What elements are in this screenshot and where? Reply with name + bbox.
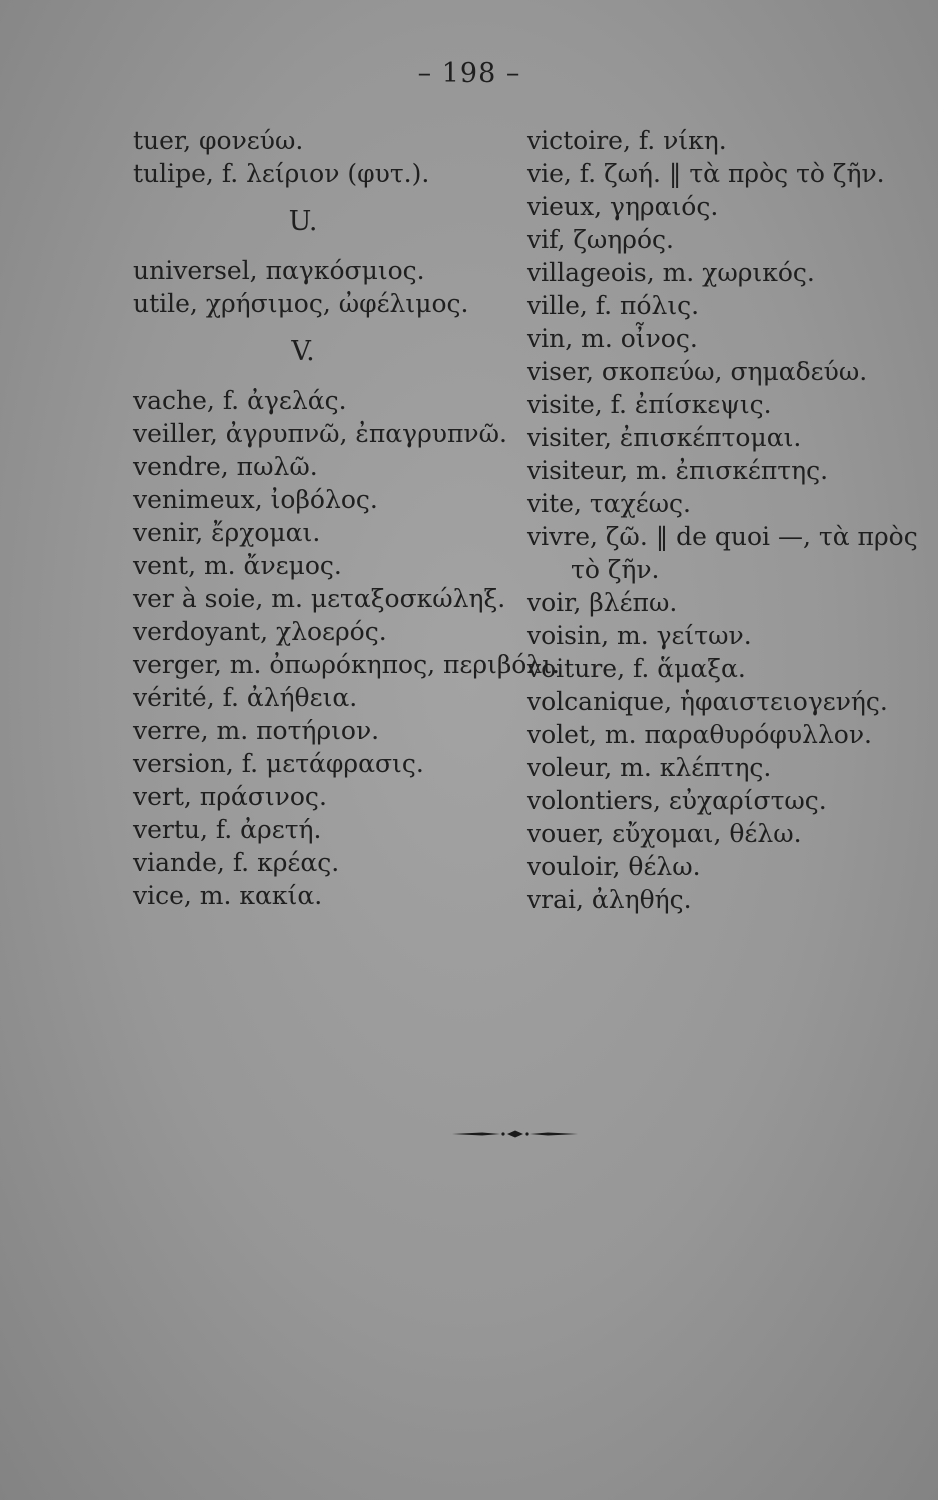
dictionary-entry: victoire, f. νίκη. [527, 126, 727, 155]
dictionary-entry: venimeux, ἰοβόλος. [133, 485, 378, 514]
dictionary-entry: visiter, ἐπισκέπτομαι. [527, 423, 802, 452]
dictionary-entry: volontiers, εὐχαρίστως. [527, 786, 827, 815]
right-column [527, 124, 927, 916]
dictionary-entry: vivre, ζῶ. ‖ de quoi —, τὰ πρὸς [527, 522, 918, 551]
dictionary-entry: voir, βλέπω. [527, 588, 678, 617]
dictionary-entry: vite, ταχέως. [527, 489, 692, 518]
dictionary-entry: vérité, f. ἀλήθεια. [133, 683, 358, 712]
dictionary-entry: vin, m. οἶνος. [527, 324, 698, 353]
dictionary-entry: vent, m. ἄνεμος. [133, 551, 342, 580]
dictionary-entry: voisin, m. γείτων. [527, 621, 752, 650]
dictionary-entry: utile, χρήσιμος, ὠφέλιμος. [133, 289, 469, 318]
dictionary-entry: vert, πράσινος. [133, 782, 327, 811]
dictionary-entry: visite, f. ἐπίσκεψις. [527, 390, 772, 419]
dictionary-entry: visiteur, m. ἐπισκέπτης. [527, 456, 829, 485]
dictionary-entry: vie, f. ζωή. ‖ τὰ πρὸς τὸ ζῆν. [527, 159, 885, 188]
dictionary-entry: verre, m. ποτήριον. [133, 716, 380, 745]
dictionary-entry: vice, m. κακία. [133, 881, 323, 910]
dictionary-entry: vieux, γηραιός. [527, 192, 719, 221]
dictionary-entry: ville, f. πόλις. [527, 291, 700, 320]
dictionary-entry: viande, f. κρέας. [133, 848, 340, 877]
dictionary-entry: tuer, φονεύω. [133, 126, 304, 155]
left-column [133, 124, 560, 912]
dictionary-entry: volcanique, ἡφαιστειογενής. [527, 687, 888, 716]
dictionary-entry: tulipe, f. λείριον (φυτ.). [133, 159, 430, 188]
dictionary-entry: venir, ἔρχομαι. [133, 518, 321, 547]
dictionary-entry-continuation: τὸ ζῆν. [571, 555, 660, 584]
dictionary-entry: viser, σκοπεύω, σημαδεύω. [527, 357, 868, 386]
dictionary-entry: vertu, f. ἀρετή. [133, 815, 322, 844]
dictionary-entry: vouer, εὔχομαι, θέλω. [527, 819, 802, 848]
dictionary-entry: version, f. μετάφρασις. [133, 749, 424, 778]
dictionary-entry: ver à soie, m. μεταξοσκώληξ. [133, 584, 506, 613]
dictionary-entry: vrai, ἀληθής. [527, 885, 692, 914]
dictionary-entry: verdoyant, χλοερός. [133, 617, 387, 646]
section-letter-heading: V. [291, 336, 315, 367]
dictionary-entry: voiture, f. ἅμαξα. [527, 654, 746, 683]
section-letter-heading: U. [288, 206, 318, 237]
dictionary-entry: vache, f. ἀγελάς. [133, 386, 347, 415]
dictionary-entry: verger, m. ὀπωρόκηπος, περιβόλι. [133, 650, 560, 679]
dictionary-entry: veiller, ἀγρυπνῶ, ἐπαγρυπνῶ. [133, 419, 507, 448]
dictionary-entry: vendre, πωλῶ. [133, 452, 318, 481]
dictionary-entry: vif, ζωηρός. [527, 225, 674, 254]
dictionary-entry: universel, παγκόσμιος. [133, 256, 425, 285]
dictionary-entry: villageois, m. χωρικός. [527, 258, 815, 287]
page-number: – 198 – [417, 58, 521, 89]
end-ornament-divider [452, 1128, 578, 1140]
dictionary-entry: volet, m. παραθυρόφυλλον. [527, 720, 872, 749]
dictionary-entry: voleur, m. κλέπτης. [527, 753, 772, 782]
dictionary-entry: vouloir, θέλω. [527, 852, 701, 881]
